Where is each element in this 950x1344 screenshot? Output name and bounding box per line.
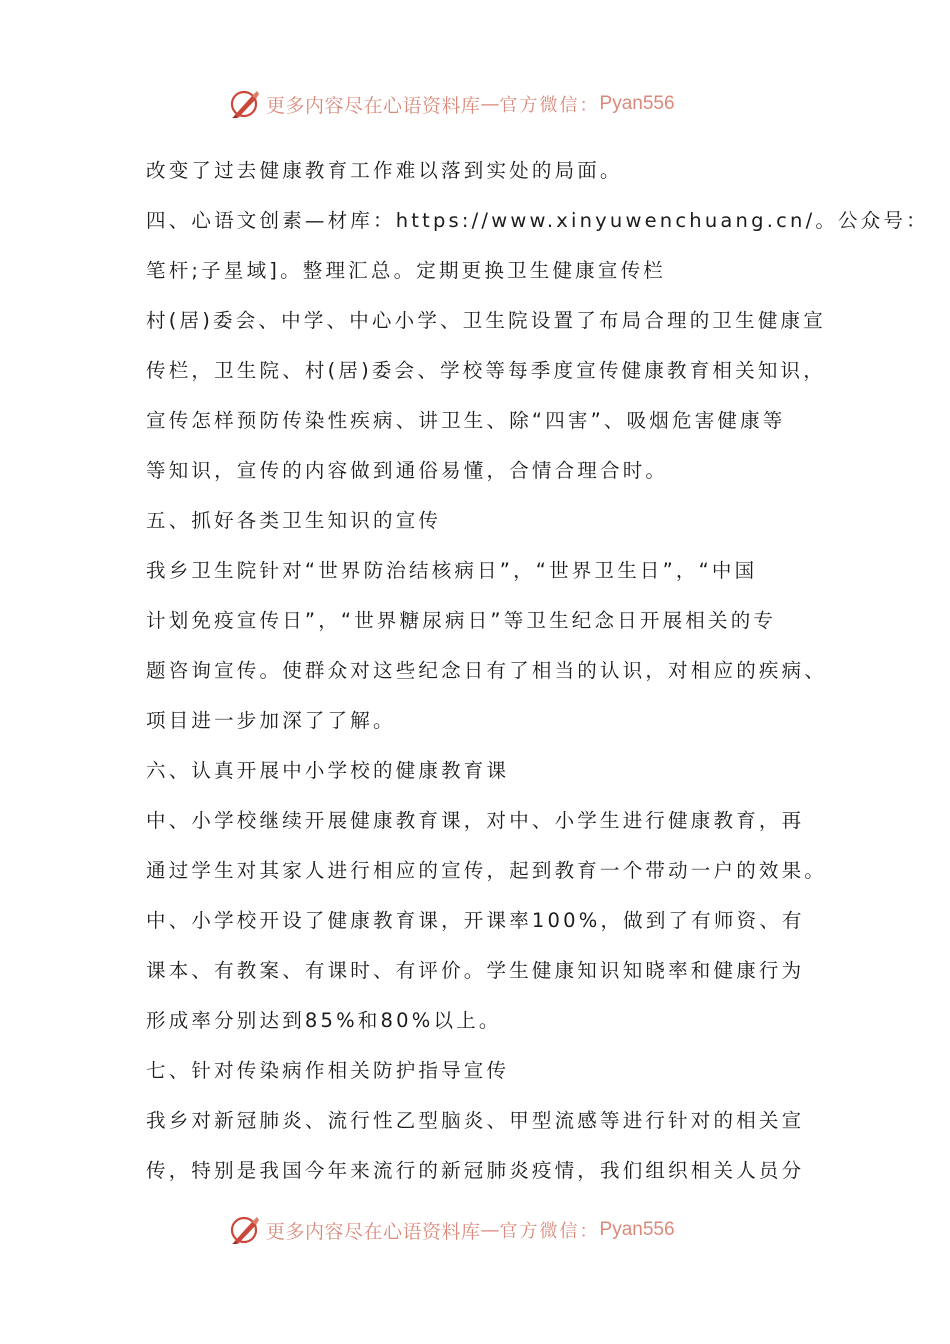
header-watermark [228,84,675,124]
text-line: 传栏，卫生院、村(居)委会、学校等每季度宣传健康教育相关知识， [146,359,826,382]
pen-logo-icon [228,1213,262,1247]
text-line: 我乡对新冠肺炎、流行性乙型脑炎、甲型流感等进行针对的相关宣 [146,1109,805,1132]
footer-watermark [228,1210,675,1250]
watermark-wechat-label: 官方微信： [499,95,600,116]
text-line: 笔杆;子星域]。整理汇总。定期更换卫生健康宣传栏 [146,259,666,282]
text-line: 题咨询宣传。使群众对这些纪念日有了相当的认识，对相应的疾病、 [146,659,828,682]
text-line: 形成率分别达到85%和80%以上。 [146,1009,502,1032]
section-heading: 五、抓好各类卫生知识的宣传 [146,509,442,532]
text-line: 改变了过去健康教育工作难以落到实处的局面。 [146,159,623,182]
watermark-wechat-label: 官方微信： [499,1221,600,1242]
text-line: 课本、有教案、有课时、有评价。学生健康知识知晓率和健康行为 [146,959,805,982]
watermark-separator: — [480,93,500,115]
watermark-separator: — [480,1219,500,1241]
text-line: 中、小学校开设了健康教育课，开课率100%，做到了有师资、有 [146,909,805,932]
text-line: 传，特别是我国今年来流行的新冠肺炎疫情，我们组织相关人员分 [146,1159,805,1182]
watermark-wechat-id: Pyan556 [599,93,675,114]
watermark-brand-text: 更多内容尽在心语资料库 [266,94,481,117]
text-line: 我乡卫生院针对“世界防治结核病日”，“世界卫生日”，“中国 [146,559,758,582]
text-line: 村(居)委会、中学、中心小学、卫生院设置了布局合理的卫生健康宣 [146,309,826,332]
document-body [146,152,929,1202]
section-heading: 六、认真开展中小学校的健康教育课 [146,759,510,782]
text-line: 宣传怎样预防传染性疾病、讲卫生、除“四害”、吸烟危害健康等 [146,409,786,432]
pen-logo-icon [228,87,262,121]
watermark-wechat-id: Pyan556 [599,1219,675,1240]
section-heading: 七、针对传染病作相关防护指导宣传 [146,1059,510,1082]
text-line: 通过学生对其家人进行相应的宣传，起到教育一个带动一户的效果。 [146,859,828,882]
text-line: 等知识，宣传的内容做到通俗易懂，合情合理合时。 [146,459,669,482]
text-line: 项目进一步加深了了解。 [146,709,396,732]
text-line: 四、心语文创素—材库：https://www.xinyuwenchuang.cn/。公众号： [146,209,929,232]
watermark-brand-text: 更多内容尽在心语资料库 [266,1220,481,1243]
text-line: 中、小学校继续开展健康教育课，对中、小学生进行健康教育，再 [146,809,805,832]
text-line: 计划免疫宣传日”，“世界糖尿病日”等卫生纪念日开展相关的专 [146,609,777,632]
